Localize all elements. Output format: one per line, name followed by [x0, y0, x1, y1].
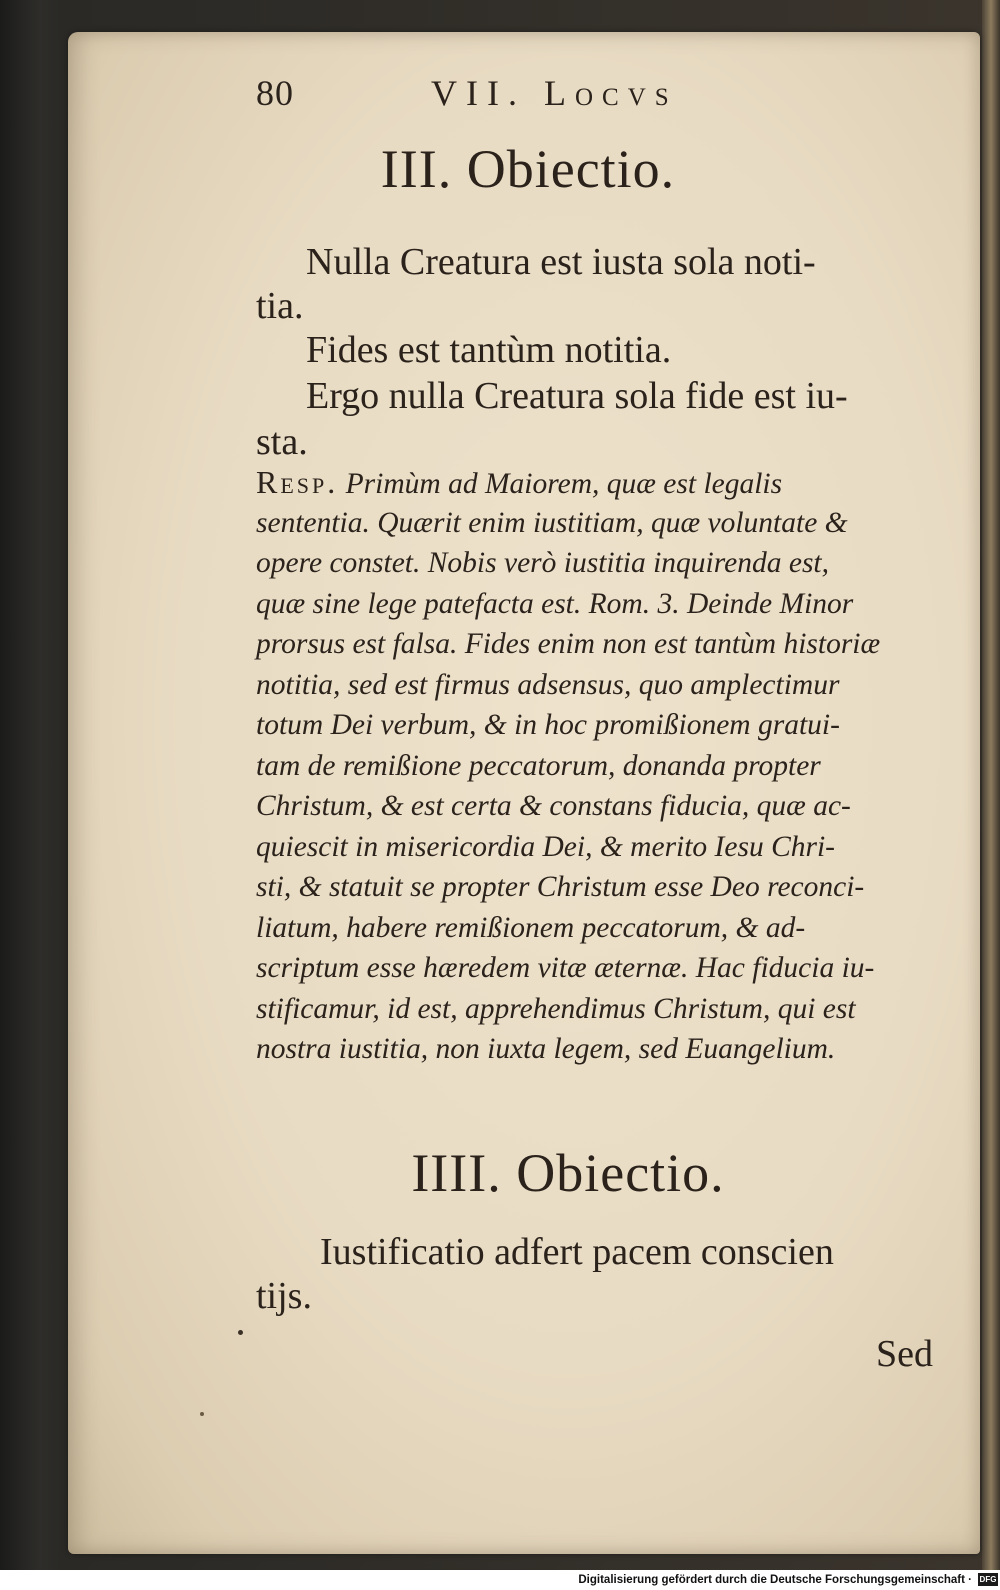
response-paragraph: [256, 462, 946, 1070]
digitization-credit: Digitalisierung gefördert durch die Deutsche Forschungsgemeinschaft ·: [578, 1574, 972, 1586]
response-line: Christum, & est certa & constans fiducia, quæ ac-: [256, 790, 851, 822]
ink-speck: [200, 1412, 204, 1416]
response-line: nostra iustitia, non iuxta legem, sed Euangelium.: [256, 1033, 836, 1065]
ink-speck: [238, 1330, 243, 1335]
text-line: Fides est tantùm notitia.: [306, 329, 672, 371]
running-title: VII. Locvs: [431, 73, 678, 113]
response-line: sententia. Quærit enim iustitiam, quæ voluntate &: [256, 506, 848, 539]
text-line: tijs.: [256, 1275, 312, 1317]
response-line: stificamur, id est, apprehendimus Christum, qui est: [256, 992, 856, 1025]
response-line: sti, & statuit se propter Christum esse Deo reconci-: [256, 871, 865, 903]
response-line: Resp. Primùm ad Maiorem, quæ est legalis: [256, 464, 783, 500]
text-line: sta.: [256, 421, 308, 463]
response-line: quiescit in misericordia Dei, & merito Iesu Chri-: [256, 830, 836, 863]
response-line: tam de remißione peccatorum, donanda propter: [256, 749, 821, 782]
book-page: [68, 32, 980, 1554]
response-line: quæ sine lege patefacta est. Rom. 3. Deinde Minor: [256, 587, 854, 620]
section-heading-4: IIII. Obiectio.: [411, 1143, 725, 1203]
response-line: prorsus est falsa. Fides enim non est tantùm historiæ: [256, 628, 881, 660]
section-heading-3: III. Obiectio.: [380, 139, 676, 199]
response-line: scriptum esse hæredem vitæ æternæ. Hac fiducia iu-: [256, 952, 875, 984]
text-line: Nulla Creatura est iusta sola noti-: [306, 241, 816, 283]
response-line: liatum, habere remißionem peccatorum, & ad-: [256, 911, 806, 944]
page-number: 80: [256, 73, 294, 113]
book-edge: [982, 0, 1000, 1570]
catchword: Sed: [876, 1333, 933, 1375]
running-head: [256, 72, 756, 122]
response-label: Resp.: [256, 464, 339, 500]
text-line: Iustificatio adfert pacem conscien: [320, 1231, 834, 1273]
response-line: notitia, sed est firmus adsensus, quo amplectimur: [256, 668, 840, 701]
dfg-logo-icon: DFG: [979, 1575, 997, 1584]
text-line: Ergo nulla Creatura sola fide est iu-: [306, 375, 848, 417]
text-line: tia.: [256, 285, 304, 327]
response-line: totum Dei verbum, & in hoc promißionem gratui-: [256, 709, 840, 741]
response-line: opere constet. Nobis verò iustitia inquirenda est,: [256, 547, 830, 579]
